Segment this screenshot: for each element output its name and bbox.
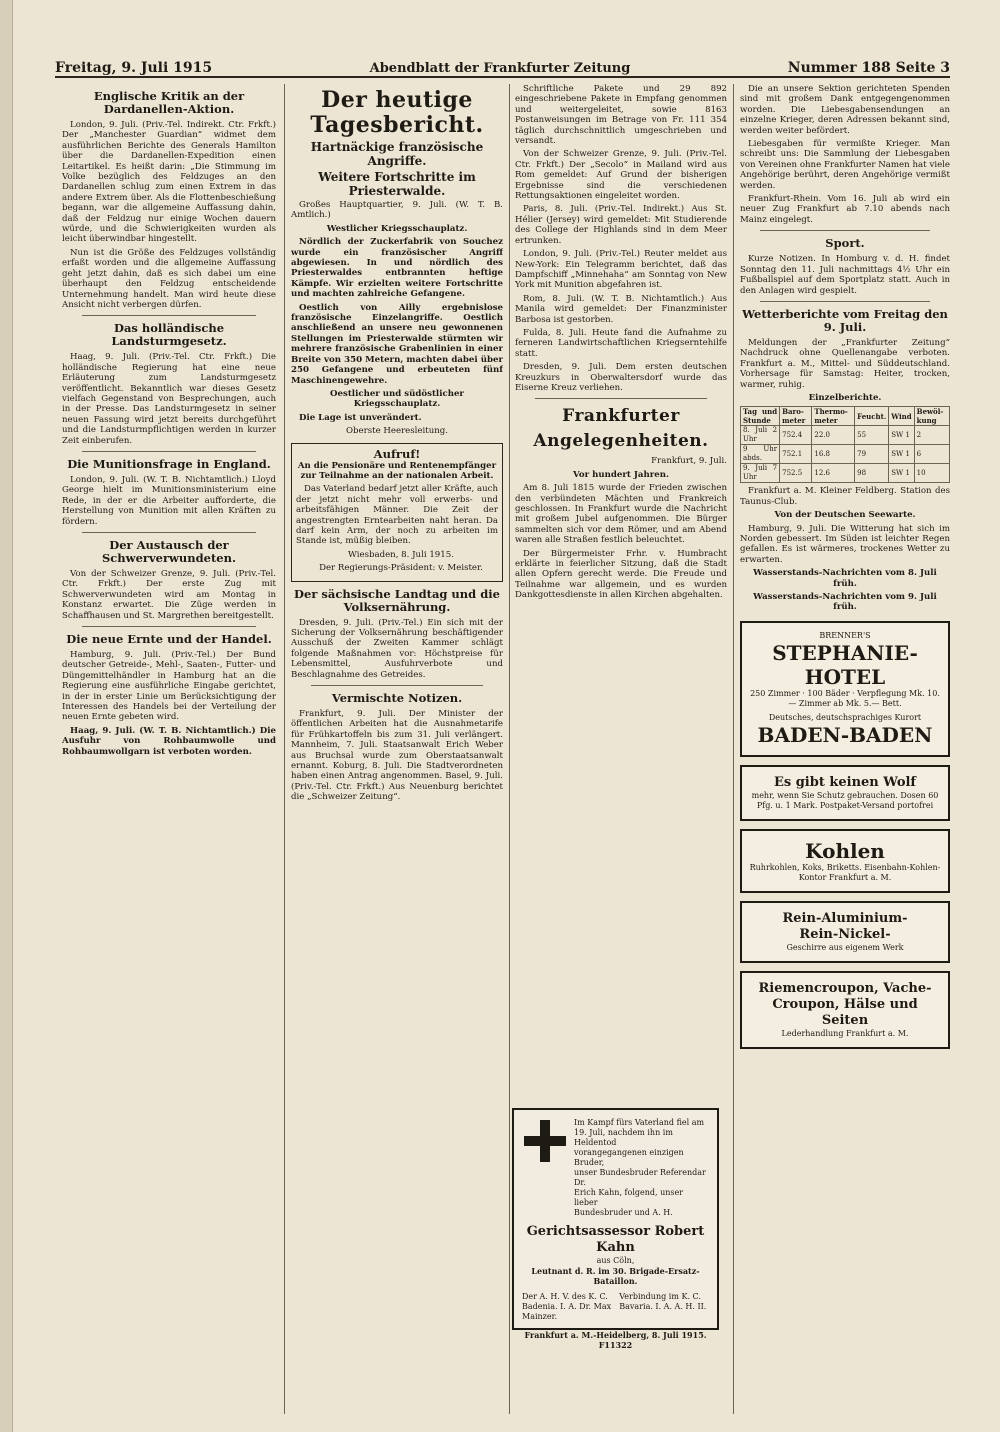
table-cell: 9 Uhr abds.	[741, 445, 780, 464]
subheadline: Vor hundert Jahren.	[573, 469, 669, 480]
obituary-line: Bundesbruder und A. H.	[574, 1208, 673, 1217]
section-headline: Frankfurter Angelegenheiten.	[533, 406, 709, 452]
obituary-line: Erich Kahn, folgend, unser lieber	[574, 1188, 684, 1207]
subheadline: Wasserstands-Nachrichten vom 9. Juli früh.	[753, 592, 937, 613]
article-text: Oestlich von Ailly ergebnislose französische Einzelangriffe. Oestlich anschließend an unsere neu gewonnenen Stellungen im Priesterwalde stürmten wir mehrere französische Grabenlinien in einer Breite von 350 Metern, machten dabei über 250 Gefangene und erbeuteten fünf Maschinengewehre.	[291, 302, 503, 386]
ad-text: Deutsches, deutschsprachiges Kurort	[768, 712, 922, 722]
ad-title: BADEN-BADEN	[757, 722, 933, 747]
article-text: London, 9. Juli. (W. T. B. Nichtamtlich.) Lloyd George hielt im Munitionsministerium eine Rede, in der er die Arbeiter aufforderte, die Herstellung von Munition mit allen Kräften zu fördern.	[62, 474, 276, 527]
table-cell: 98	[855, 464, 889, 483]
article-text: Hamburg, 9. Juli. Die Witterung hat sich im Norden gebessert. Im Süden ist leichter Regen gefallen. Es ist wärmeres, trockenes Wetter zu erwarten.	[740, 523, 950, 565]
divider	[82, 626, 256, 627]
article-text: Nördlich der Zuckerfabrik von Souchez wurde ein französischer Angriff abgewiesen. In und nördlich des Priesterwaldes entbrannten heftige Kämpfe. Wir erzielten weitere Fortschritte und machten zahlreiche Gefangene.	[291, 237, 503, 300]
table-cell: 6	[914, 445, 949, 464]
article-text: Hamburg, 9. Juli. (Priv.-Tel.) Der Bund deutscher Getreide-, Mehl-, Saaten-, Futter- und Düngemittelhändler in Hamburg hat an die Regierung eine ausführliche Eingabe gerichtet, in der in erster Linie um Berücksichtigung der Interessen des Handels bei der Verteilung der neuen Ernte gebeten wird.	[62, 650, 276, 723]
ad-text: mehr, wenn Sie Schutz gebrauchen. Dosen 60 Pfg. u. 1 Mark. Postpaket-Versand portofrei	[751, 790, 939, 810]
article-text: Meldungen der „Frankfurter Zeitung“ Nachdruck ohne Quellenangabe verboten. Frankfurt a. M., Mittel- und Süddeutschland. Vorhersage für Samstag: Heiter, trocken, warmer, ruhig.	[740, 337, 950, 390]
signature: Der Regierungs-Präsident: v. Meister.	[319, 563, 483, 574]
table-cell: 10	[914, 464, 949, 483]
obituary-line: Im Kampf fürs Vaterland fiel am	[574, 1118, 705, 1127]
column-1	[62, 84, 276, 1414]
article-text: Paris, 8. Juli. (Priv.-Tel. Indirekt.) Aus St. Hélier (Jersey) wird gemeldet: Mit Studierende des College der Highlands sind in dem Meer ertrunken.	[515, 204, 727, 246]
article-date: Wiesbaden, 8. Juli 1915.	[348, 549, 454, 560]
obituary-line: 19. Juli, nachdem ihn im Heldentod	[574, 1128, 673, 1147]
obituary-line: unser Bundesbruder Referendar Dr.	[574, 1168, 706, 1187]
page-header	[55, 56, 950, 78]
previous-page-edge	[0, 0, 13, 1432]
headline: Englische Kritik an der Dardanellen-Aktion.	[93, 89, 245, 116]
table-cell: 79	[855, 445, 889, 464]
column-rule	[733, 84, 734, 1414]
ad-title: Riemencroupon, Vache-Croupon, Hälse und Seiten	[758, 980, 932, 1028]
coal-advertisement	[740, 829, 950, 893]
table-row	[741, 464, 950, 483]
article-text: Rom, 8. Juli. (W. T. B. Nichtamtlich.) Aus Manila wird gemeldet: Der Finanzminister Barbosa ist gestorben.	[515, 293, 727, 325]
article-text: Dresden, 9. Juli. (Priv.-Tel.) Ein sich mit der Sicherung der Volksernährung beschäftigender Ausschuß der Zweiten Kammer schlägt folgende Maßnahmen vor: Höchstpreise für Lebensmittel, Ausfuhrverbote und Beschlagnahme des Getreides.	[291, 617, 503, 680]
article-text: London, 9. Juli. (Priv.-Tel. Indirekt. Ctr. Frkft.) Der „Manchester Guardian“ widmet dem ausführlichen Berichte des Generals Hamilton über die Dardanellen-Expedition einen Leitartikel. Es heißt darin: „Die Stimmung im Volke bezüglich des Feldzuges an den Dardanellen schlug zum einen Extrem in das andere Extrem über. Als die Flottenbeschießung begann, war die allgemeine Auffassung dahin, daß der Feldzug nur einige Wochen dauern würde, und die Schwierigkeiten wurden als leicht überwindbar hingestellt.	[62, 120, 276, 245]
obituary-notice	[512, 1108, 719, 1350]
column-3	[515, 84, 727, 1099]
ad-text: 250 Zimmer · 100 Bäder · Verpflegung Mk. 10.— Zimmer ab Mk. 5.— Bett.	[750, 688, 940, 708]
leather-advertisement	[740, 971, 950, 1049]
table-cell: 12.6	[812, 464, 855, 483]
headline: Der sächsische Landtag und die Volksernährung.	[294, 586, 500, 614]
table-cell: 752.4	[780, 426, 812, 445]
hotel-advertisement	[740, 621, 950, 757]
article-text: Nun ist die Größe des Feldzuges vollständig erfaßt worden und die allgemeine Auffassung geht jetzt dahin, daß es sich dabei um eine überhaupt den Feldzug entscheidende Unternehmung handelt. Man wird heute diese Ansicht nicht verbergen dürfen.	[62, 247, 276, 310]
headline: Die Munitionsfrage in England.	[67, 456, 271, 471]
table-cell: 752.5	[780, 464, 812, 483]
table-header-row	[741, 407, 950, 426]
table-cell: 8. Juli 2 Uhr	[741, 426, 780, 445]
subheadline: An die Pensionäre und Rentenempfänger zur Teilnahme an der nationalen Arbeit.	[297, 460, 497, 481]
obituary-footer: Frankfurt a. M.-Heidelberg, 8. Juli 1915. F11322	[524, 1330, 707, 1350]
weather-table	[740, 406, 950, 483]
headline: Sport.	[825, 236, 865, 251]
divider	[82, 451, 256, 452]
headline: Die neue Ernte und der Handel.	[66, 632, 272, 647]
obituary-title: Gerichtsassessor	[526, 1224, 651, 1239]
article-text: Am 8. Juli 1815 wurde der Frieden zwischen den verbündeten Mächten und Frankreich geschlossen. In Frankfurt wurde die Nachricht mit großem Jubel aufgenommen. Die Bürger sammelten sich vor dem Römer, und am Abend waren alle Straßen festlich beleuchtet.	[515, 483, 727, 546]
column-header: Tag und Stunde	[741, 407, 780, 426]
article-text: Der Bürgermeister Frhr. v. Humbracht erklärte in feierlicher Sitzung, daß die Stadt allen Opfern gerecht werde. Die Freude und Teilnahme war allgemein, und es wurden Dankgottesdienste in allen Kirchen abgehalten.	[515, 548, 727, 601]
divider	[760, 230, 930, 231]
table-row	[741, 426, 950, 445]
table-cell: 2	[914, 426, 949, 445]
column-header: Feucht.	[855, 407, 889, 426]
header-date: Freitag, 9. Juli 1915	[55, 60, 213, 76]
ad-text: Geschirre aus eigenem Werk	[786, 942, 904, 952]
ad-text: Ruhrkohlen, Koks, Briketts. Eisenbahn-Kohlen-Kontor Frankfurt a. M.	[749, 862, 941, 882]
divider	[82, 315, 256, 316]
article-text: Haag, 9. Juli. (Priv.-Tel. Ctr. Frkft.) Die holländische Regierung hat eine neue Erläuterung zum Landsturmgesetz veröffentlicht. Bekanntlich war dieses Gesetz vielfach Gegenstand von Besprechungen, auch in der Presse. Das Landsturmgesetz in seiner neuen Fassung wird jetzt bereits durchgeführt und die Landsturmpflichtigen werden in kurzer Zeit einberufen.	[62, 352, 276, 446]
obituary-name: Robert Kahn	[596, 1224, 705, 1255]
column-2	[291, 84, 503, 1414]
article-text: Von der Schweizer Grenze, 9. Juli. (Priv.-Tel. Ctr. Frkft.) Der erste Zug mit Schwerverwundeten wird am Montag in Konstanz erwartet. Die Züge werden in Schaffhausen und St. Margrethen bereitgestellt.	[62, 569, 276, 621]
article-text: Die Lage ist unverändert.	[299, 412, 422, 423]
iron-cross-icon	[524, 1120, 566, 1162]
table-row	[741, 445, 950, 464]
subheadline: Einzelberichte.	[808, 392, 882, 403]
article-text: Das Vaterland bedarf jetzt aller Kräfte, auch der jetzt nicht mehr voll erwerbs- und arbeitsfähigen Männer. Die Zeit der angestrengten Erntearbeiten naht heran. Da darf kein Arm, der noch zu arbeiten im Stande ist, müßig bleiben.	[296, 484, 498, 547]
article-text: Die an unsere Sektion gerichteten Spenden sind mit großem Dank entgegengenommen worden. Die Liebesgabensendungen an einzelne Krieger, deren Adressen bekannt sind, werden weiter befördert.	[740, 84, 950, 136]
section-label: Westlicher Kriegsschauplatz.	[326, 223, 468, 234]
ad-title: STEPHANIE-HOTEL	[772, 640, 918, 689]
column-4	[740, 84, 950, 1414]
table-cell: 55	[855, 426, 889, 445]
obituary-line: vorangegangenen einzigen Bruder,	[574, 1148, 684, 1167]
ad-text: BRENNER'S	[819, 630, 871, 640]
column-header: Thermo-meter	[812, 407, 855, 426]
article-text: Kurze Notizen. In Homburg v. d. H. findet Sonntag den 11. Juli nachmittags 4½ Uhr ein Fußballspiel auf dem Sportplatz statt. Auch in den Anlagen wird gespielt.	[740, 254, 950, 296]
column-header: Wind	[889, 407, 914, 426]
main-headline: Der heutige Tagesbericht.	[310, 87, 484, 138]
subheadline: Wasserstands-Nachrichten vom 8. Juli früh.	[753, 568, 937, 589]
header-title: Abendblatt der Frankfurter Zeitung	[369, 61, 631, 76]
column-rule	[284, 84, 285, 1414]
article-text: Frankfurt, 9. Juli. Der Minister der öffentlichen Arbeiten hat die Ausnahmetarife für Frühkartoffeln bis zum 31. Juli verlängert. Mannheim, 7. Juli. Staatsanwalt Erich Weber aus Bruchsal wurde zum Oberstaatsanwalt ernannt. Koburg, 8. Juli. Die Stadtverordneten haben einen Antrag angenommen. Basel, 9. Juli. (Priv.-Tel. Ctr. Frkft.) Aus Neuenburg berichtet die „Schweizer Zeitung“.	[291, 709, 503, 803]
dateline: Großes Hauptquartier, 9. Juli. (W. T. B. Amtlich.)	[291, 200, 503, 221]
table-cell: SW 1	[889, 426, 914, 445]
headline: Der Austausch der Schwerverwundeten.	[102, 538, 236, 565]
signature: Oberste Heeresleitung.	[345, 426, 449, 437]
ad-title: Rein-Aluminium-	[782, 910, 908, 926]
appeal-box	[291, 443, 503, 582]
column-rule	[509, 84, 510, 1414]
subheadline: Weitere Fortschritte im Priesterwalde.	[318, 170, 476, 198]
headline: Vermischte Notizen.	[331, 691, 463, 706]
article-text: Frankfurt-Rhein. Vom 16. Juli ab wird ein neuer Zug Frankfurt ab 7.10 abends nach Mainz eingelegt.	[740, 194, 950, 225]
ad-title: Rein-Nickel-	[799, 926, 891, 942]
cookware-advertisement	[740, 901, 950, 963]
article-text: Frankfurt a. M. Kleiner Feldberg. Station des Taunus-Club.	[740, 486, 950, 507]
divider	[760, 301, 930, 302]
article-text: Schriftliche Pakete und 29 892 eingeschriebene Pakete in Empfang genommen und weitergeleitet, sowie 8163 Postanweisungen im Betrage von Fr. 111 354 täglich durchschnittlich umgeschrieben und versandt.	[515, 84, 727, 147]
article-text: London, 9. Juli. (Priv.-Tel.) Reuter meldet aus New-York: Ein Telegramm berichtet, daß das Dampfschiff „Minnehaha“ am Sonntag von New York mit Munition abgefahren ist.	[515, 249, 727, 291]
section-label: Oestlicher und südöstlicher Kriegsschauplatz.	[330, 388, 464, 410]
pest-control-advertisement	[740, 765, 950, 821]
table-cell: 752.1	[780, 445, 812, 464]
obituary-signatory-right: Verbindung im K. C. Bavaria. I. A. A. H. II.	[619, 1292, 707, 1311]
dateline: Frankfurt, 9. Juli.	[651, 456, 727, 467]
table-cell: 16.8	[812, 445, 855, 464]
article-text: Haag, 9. Juli. (W. T. B. Nichtamtlich.) Die Ausfuhr von Rohbaumwolle und Rohbaumwollgarn ist verboten worden.	[62, 725, 276, 757]
column-header: Bewöl-kung	[914, 407, 949, 426]
headline: Aufruf!	[373, 446, 421, 461]
table-cell: 9. Juli 7 Uhr	[741, 464, 780, 483]
headline: Das holländische Landsturmgesetz.	[111, 321, 227, 349]
headline: Wetterberichte vom Freitag den 9. Juli.	[742, 306, 948, 334]
table-cell: 22.0	[812, 426, 855, 445]
subheadline: Hartnäckige französische Angriffe.	[310, 140, 484, 168]
ad-text: Lederhandlung Frankfurt a. M.	[781, 1028, 909, 1038]
article-text: Fulda, 8. Juli. Heute fand die Aufnahme zu ferneren Landwirtschaftlichen Kriegserntehilfe statt.	[515, 327, 727, 359]
table-cell: SW 1	[889, 445, 914, 464]
subheadline: Von der Deutschen Seewarte.	[774, 510, 916, 521]
obituary-unit: Leutnant d. R. im 30. Brigade-Ersatz-Bataillon.	[531, 1266, 700, 1286]
table-cell: SW 1	[889, 464, 914, 483]
ad-title: Kohlen	[805, 838, 885, 863]
article-text: Liebesgaben für vermißte Krieger. Man schreibt uns: Die Sammlung der Liebesgaben von Vereinen ohne Frankfurter Namen hat viele Angehörige berührt, deren Angehörige vermißt werden.	[740, 139, 950, 191]
divider	[311, 685, 483, 686]
article-text: Dresden, 9. Juli. Dem ersten deutschen Kreuzkurs in Oberwaltersdorf wurde das Eiserne Kreuz verliehen.	[515, 362, 727, 393]
column-header: Baro-meter	[780, 407, 812, 426]
divider	[535, 398, 707, 399]
divider	[82, 532, 256, 533]
obituary-signatory-left: Der A. H. V. des K. C. Badenia. I. A. Dr. Max Mainzer.	[522, 1292, 612, 1321]
ad-title: Es gibt keinen Wolf	[773, 774, 917, 790]
article-text: Von der Schweizer Grenze, 9. Juli. (Priv.-Tel. Ctr. Frkft.) Der „Secolo“ in Mailand wird aus Rom gemeldet: Auf Grund der bisherigen Ergebnisse sind die verschiedenen Rettungsaktionen eingeleitet worden.	[515, 149, 727, 202]
obituary-origin: aus Cöln,	[596, 1256, 635, 1265]
header-page-number: Nummer 188 Seite 3	[787, 60, 950, 76]
